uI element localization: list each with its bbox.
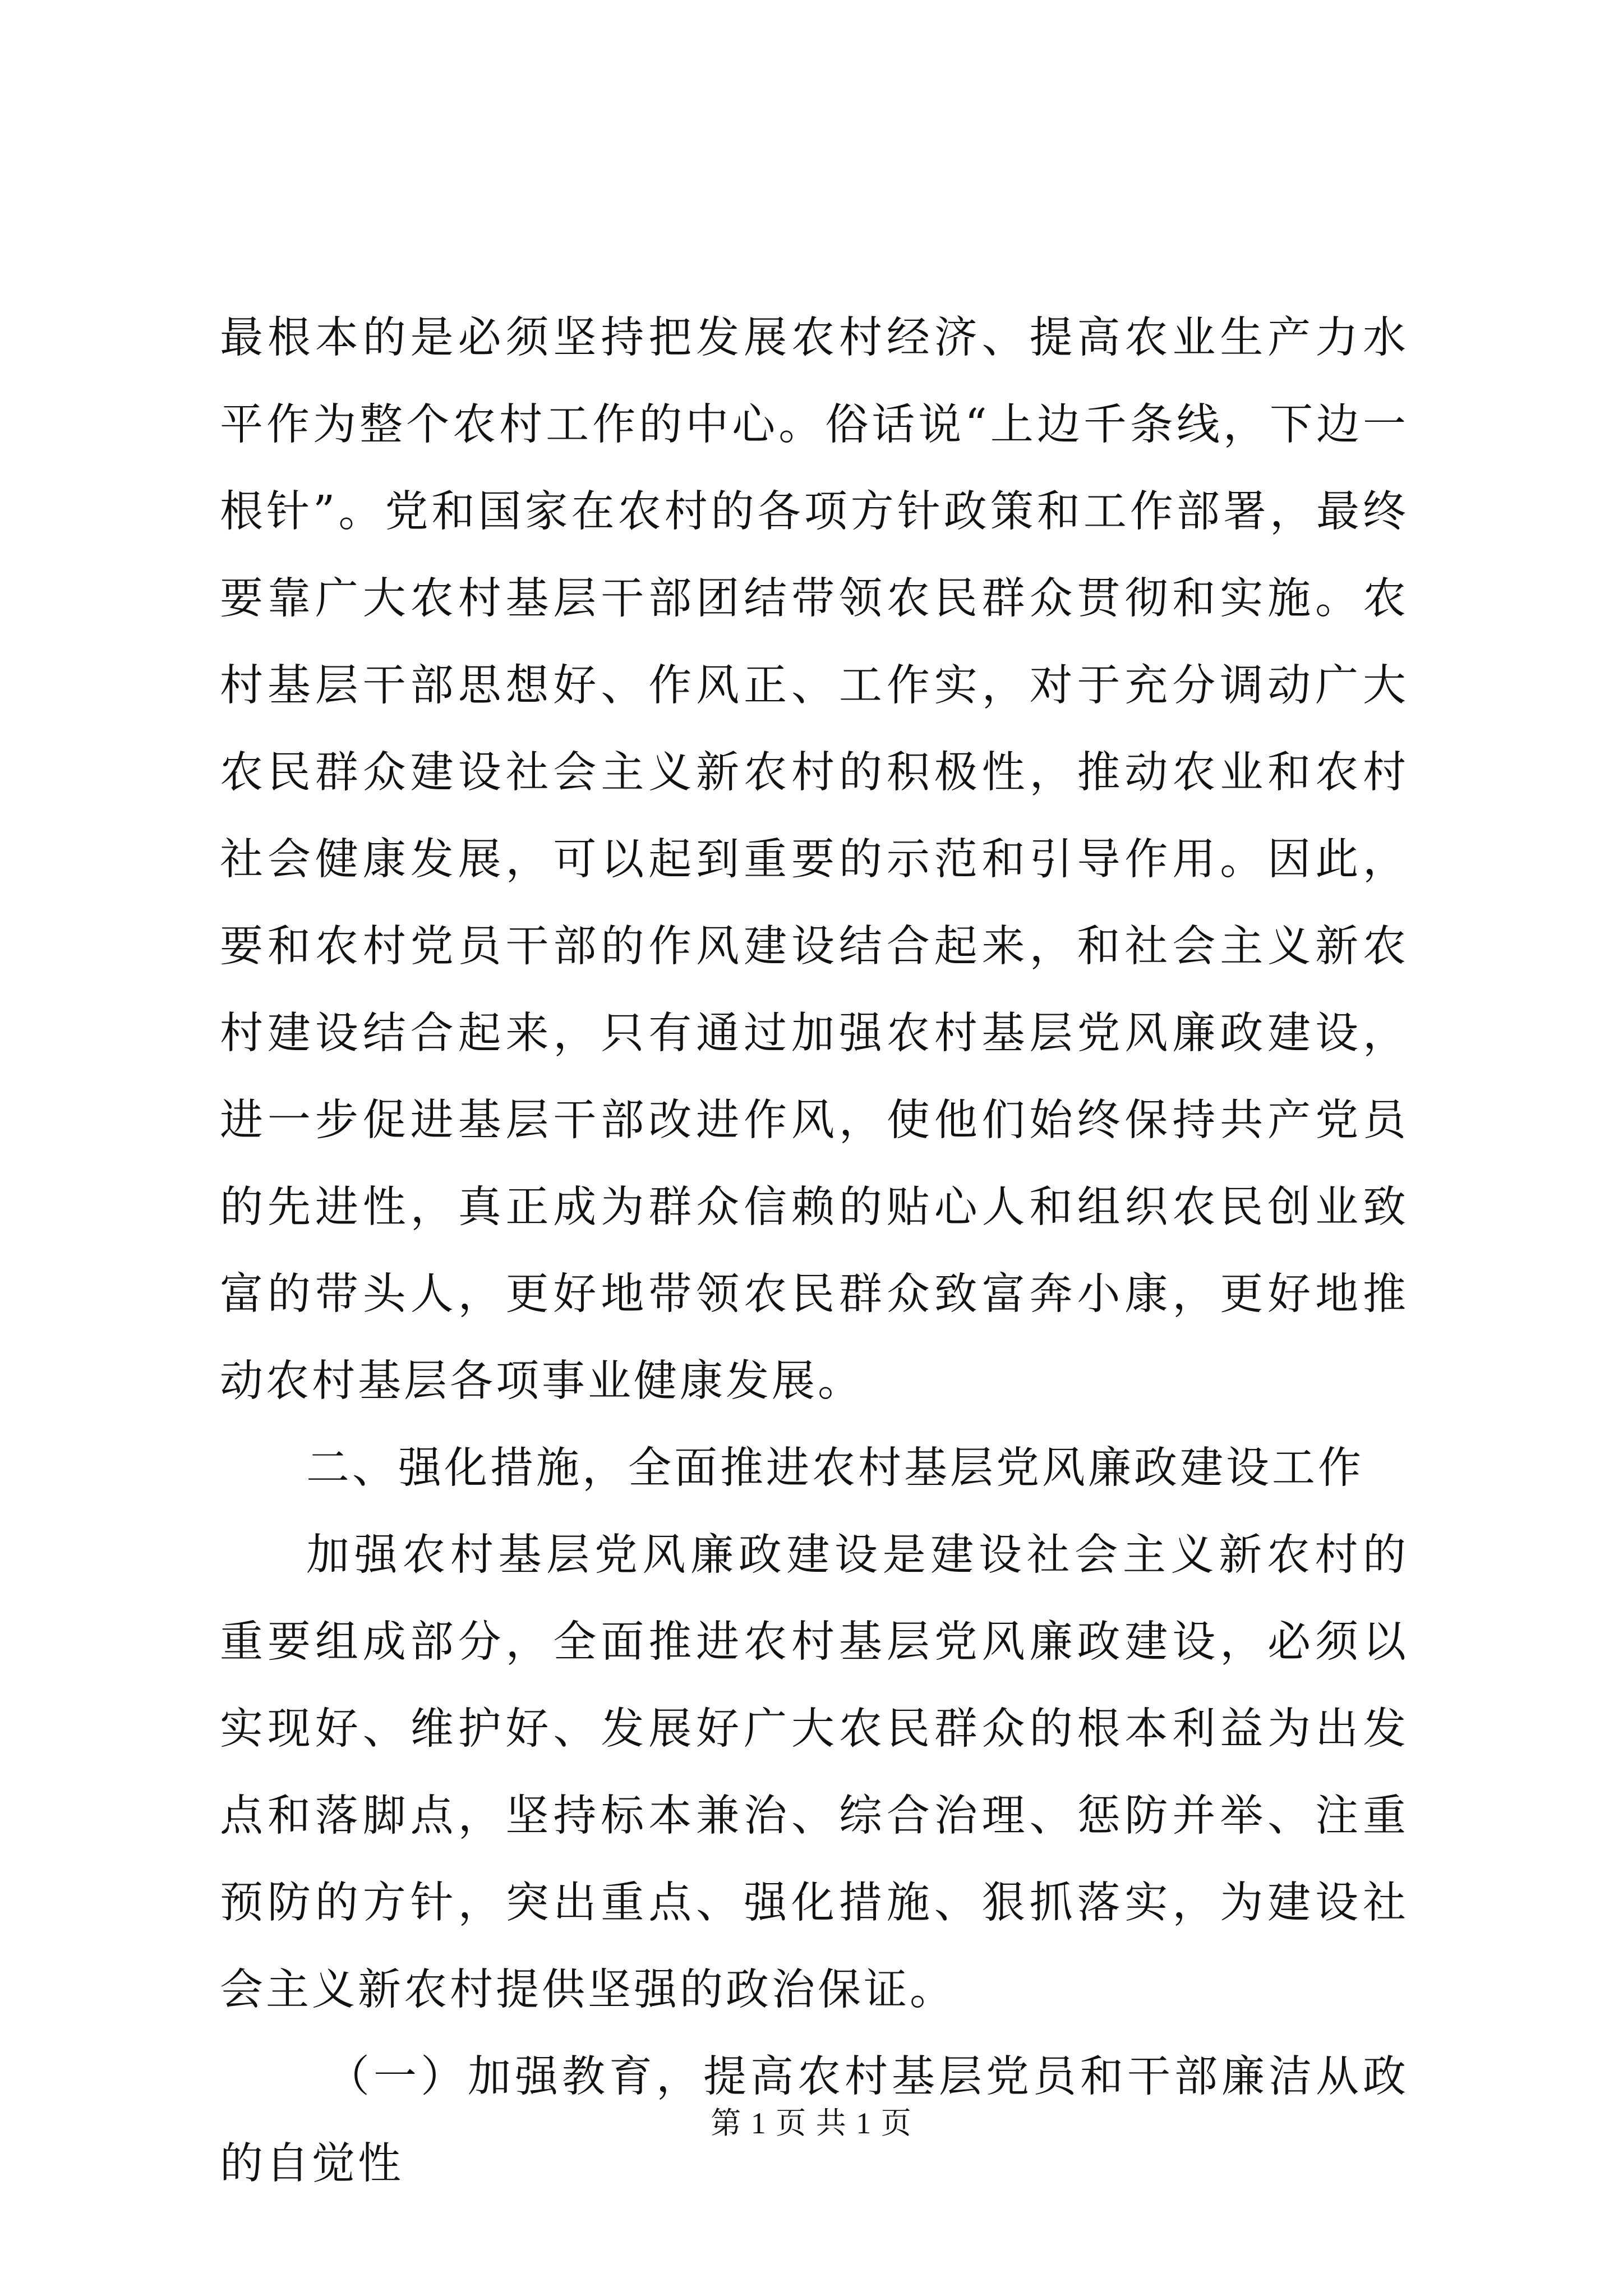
subsection-heading-1: （一）加强教育，提高农村基层党员和干部廉洁从政的自觉性 bbox=[220, 2052, 1409, 2189]
page-number-label: 第 1 页 共 1 页 bbox=[711, 2106, 912, 2140]
page-footer bbox=[0, 2099, 1623, 2142]
body-paragraph-1: 最根本的是必须坚持把发展农村经济、提高农业生产力水平作为整个农村工作的中心。俗话说“上边千条线，下边一根针”。党和国家在农村的各项方针政策和工作部署，最终要靠广大农村基层干部团结带领农民群众贯彻和实施。农村基层干部思想好、作风正、工作实，对于充分调动广大农民群众建设社会主义新农村的积极性，推动农业和农村社会健康发展，可以起到重要的示范和引导作用。因此，要和农村党员干部的作风建设结合起来，和社会主义新农村建设结合起来，只有通过加强农村基层党风廉政建设，进一步促进基层干部改进作风，使他们始终保持共产党员的先进性，真正成为群众信赖的贴心人和组织农民创业致富的带头人，更好地带领农民群众致富奔小康，更好地推动农村基层各项事业健康发展。 bbox=[220, 313, 1409, 1406]
section-heading-2: 二、强化措施，全面推进农村基层党风廉政建设工作 bbox=[306, 1443, 1364, 1493]
document-body bbox=[220, 295, 1409, 2207]
body-paragraph-2: 加强农村基层党风廉政建设是建设社会主义新农村的重要组成部分，全面推进农村基层党风廉政建设，必须以实现好、维护好、发展好广大农民群众的根本利益为出发点和落脚点，坚持标本兼治、综合治理、惩防并举、注重预防的方针，突出重点、强化措施、狠抓落实，为建设社会主义新农村提供坚强的政治保证。 bbox=[220, 1530, 1409, 2015]
